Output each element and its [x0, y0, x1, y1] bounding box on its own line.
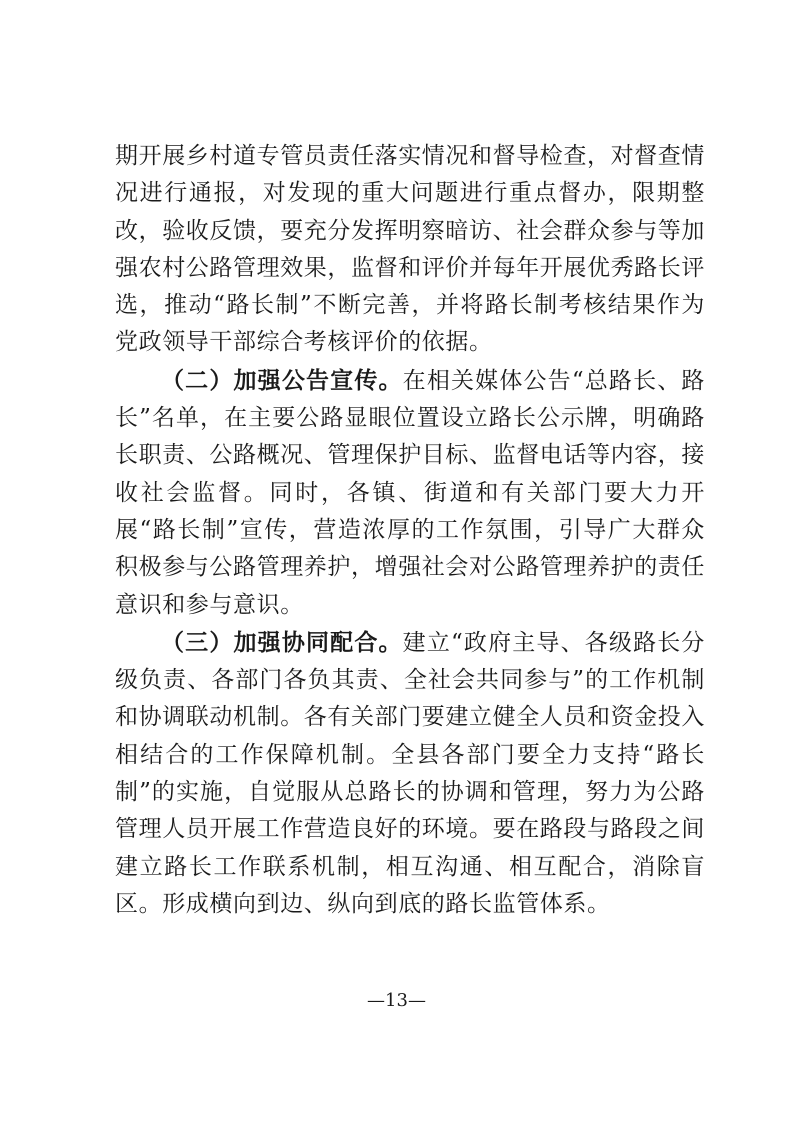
section-heading-coordination: （三）加强协同配合。: [161, 628, 403, 656]
paragraph-publicity: [115, 362, 705, 624]
paragraph-supervision: [115, 138, 705, 362]
paragraph-publicity-text: 在相关媒体公告“总路长、路长”名单，在主要公路显眼位置设立路长公示牌，明确路长职责、公路概况、管理保护目标、监督电话等内容，接收社会监督。同时，各镇、街道和有关部门要大力开展“路长制”宣传，营造浓厚的工作氛围，引导广大群众积极参与公路管理养护，增强社会对公路管理养护的责任意识和参与意识。: [115, 367, 705, 618]
paragraph-coordination: [115, 624, 705, 923]
paragraph-coordination-text: 建立“政府主导、各级路长分级负责、各部门各负其责、全社会共同参与”的工作机制和协调联动机制。各有关部门要建立健全人员和资金投入相结合的工作保障机制。全县各部门要全力支持“路长制”的实施，自觉服从总路长的协调和管理，努力为公路管理人员开展工作营造良好的环境。要在路段与路段之间建立路长工作联系机制，相互沟通、相互配合，消除盲区。形成横向到边、纵向到底的路长监管体系。: [115, 629, 705, 917]
page-number: —13—: [367, 990, 426, 1011]
section-heading-publicity: （二）加强公告宣传。: [161, 366, 403, 394]
paragraph-supervision-text: 期开展乡村道专管员责任落实情况和督导检查，对督查情况进行通报，对发现的重大问题进行重点督办，限期整改，验收反馈，要充分发挥明察暗访、社会群众参与等加强农村公路管理效果，监督和评价并每年开展优秀路长评选，推动“路长制”不断完善，并将路长制考核结果作为党政领导干部综合考核评价的依据。: [115, 143, 705, 356]
document-body: [115, 138, 705, 923]
